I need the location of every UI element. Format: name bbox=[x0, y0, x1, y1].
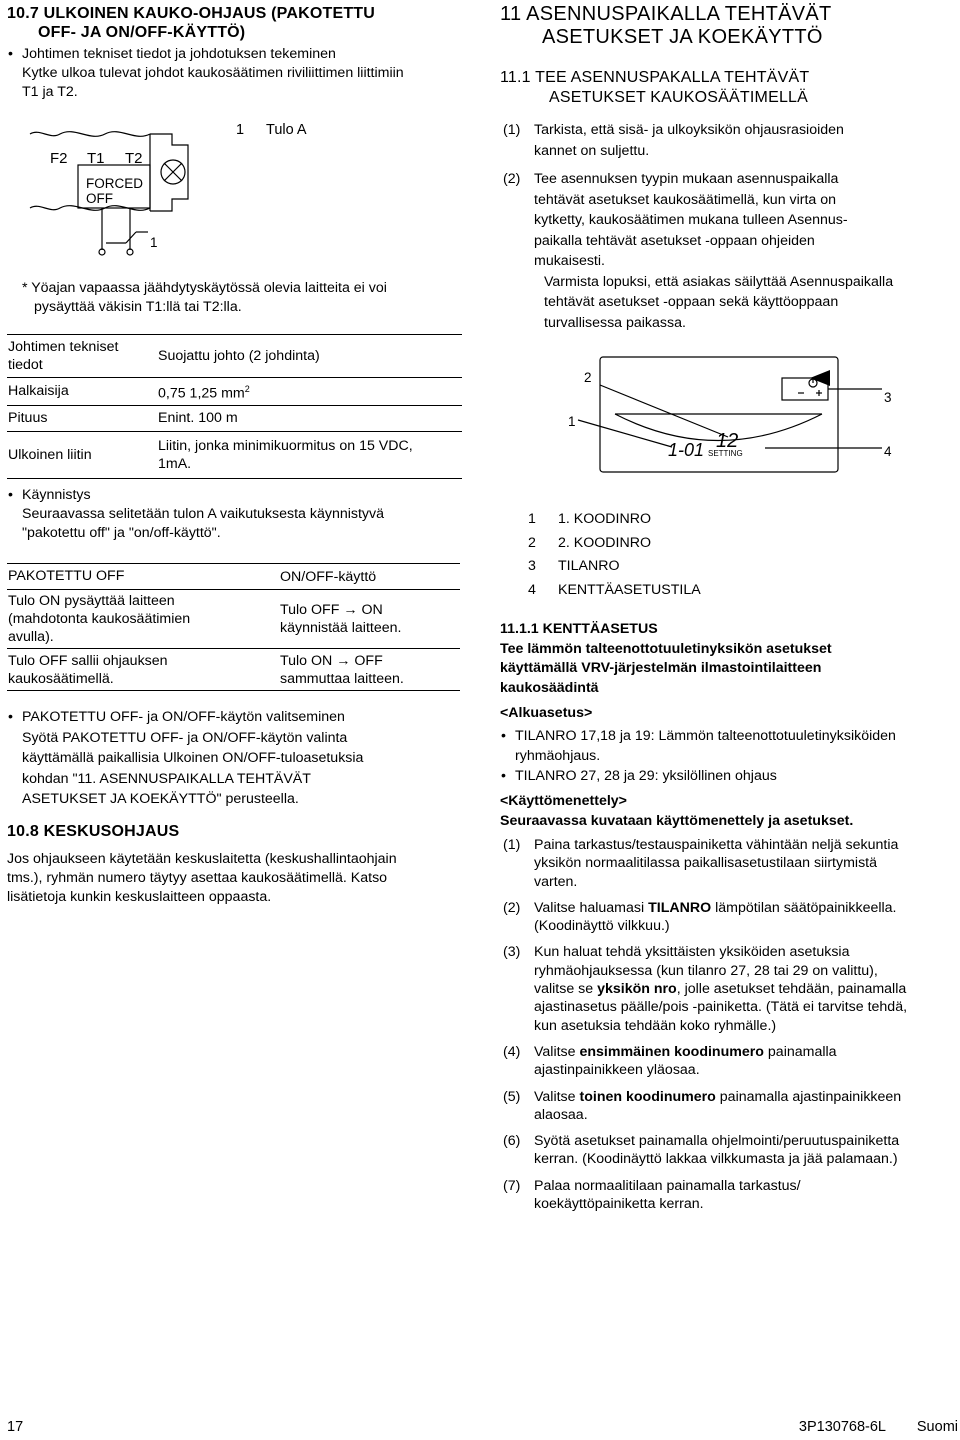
list-item: (2) Valitse haluamasi TILANRO lämpötilan säätöpainikkeella. (Koodinäyttö vilkkuu.) bbox=[503, 899, 897, 935]
forced-label: FORCED bbox=[86, 176, 143, 191]
off-label: OFF bbox=[86, 191, 113, 206]
procedure-heading: <Käyttömenettely> bbox=[500, 793, 627, 809]
list-item: • TILANRO 17,18 ja 19: Lämmön talteenottotuuletinyksiköiden ryhmäohjaus. bbox=[500, 726, 958, 767]
mode-table bbox=[7, 563, 460, 691]
terminal-f2-label: F2 bbox=[50, 150, 68, 167]
wire-spec-bullet: • Johtimen tekniset tiedot ja johdotuksen tekeminen Kytke ulkoa tulevat johdot kaukosäätimen riviliittimen liittimiin T1 ja T2. bbox=[7, 45, 462, 102]
table-row: Johtimen tekniset tiedot Suojattu johto (2 johdinta) bbox=[7, 335, 462, 378]
list-item: (6) Syötä asetukset painamalla ohjelmointi/peruutuspainiketta kerran. (Koodinäyttö lakkaa vilkkumasta ja jää palamaan.) bbox=[503, 1133, 900, 1168]
section-11-1-1: 11.1.1 KENTTÄASETUS Tee lämmön talteenottotuuletinyksikön asetukset käyttämällä VRV-järjestelmän ilmastointilaitteen kaukosäädintä <Alkuasetus> • TILANRO 17,18 ja 19: Lämmön talteenottotuuletinyksiköiden ryhmäohjaus. • TILANRO 27, 28 ja 29: yksilöllinen ohjaus <Käyttömenettely> Seuraavassa kuvataan käyttömenettely ja asetukset. bbox=[500, 620, 958, 831]
night-cooling-note: * Yöajan vapaassa jäähdytyskäytössä olevia laitteita ei voi pysäyttää väkisin T1:llä tai T2:lla. bbox=[22, 280, 387, 315]
terminal-t1-label: T1 bbox=[87, 150, 105, 167]
table-row: Tulo ON pysäyttää laitteen (mahdotonta kaukosäätimien avulla). Tulo OFF → ON käynnistää laitteen. bbox=[7, 590, 460, 649]
section-10-7 bbox=[7, 4, 462, 102]
wire-spec-table bbox=[7, 334, 462, 479]
diagram-callout-1: 1 bbox=[150, 235, 158, 250]
table-row: Ulkoinen liitin Liitin, jonka minimikuormitus on 15 VDC, 1mA. bbox=[7, 431, 462, 478]
legend-item: 1 1. KOODINRO bbox=[528, 511, 652, 527]
install-steps bbox=[503, 120, 956, 339]
list-item: (5) Valitse toinen koodinumero painamalla ajastinpainikkeen alaosaa. bbox=[503, 1088, 902, 1123]
legend-item: 4 KENTTÄASETUSTILA bbox=[528, 581, 701, 598]
list-item: (7) Palaa normaalitilaan painamalla tarkastus/ koekäyttöpainiketta kerran. bbox=[503, 1177, 801, 1213]
select-mode-bullet: • PAKOTETTU OFF- ja ON/OFF-käytön valitseminen Syötä PAKOTETTU OFF- ja ON/OFF-käytön valinta käyttämällä paikallisia Ulkoinen ON/OFF-tuloasetuksia kohdan "11. ASENNUSPAIKALLA TEHTÄVÄT ASETUKSET JA KOEKÄYTTÖ" perusteella. bbox=[7, 707, 462, 810]
remote-callout-3: 3 bbox=[884, 390, 892, 405]
remote-callout-2: 2 bbox=[584, 370, 592, 385]
list-item: (2) Tee asennuksen tyypin mukaan asennuspaikalla tehtävät asetukset kaukosäätimellä, kun virta on kytketty, kaukosäätimen mukana tulleen Asennus- paikalla tehtävät asetukset -oppaan ohjeiden mukaisesti. Varmista lopuksi, että asiakas säilyttää Asennuspaikalla tehtävät asetukset -oppaan sekä käyttöoppaan turvallisessa paikassa. bbox=[503, 171, 894, 331]
table-row: Tulo OFF sallii ohjauksen kaukosäätimellä. Tulo ON → OFF sammuttaa laitteen. bbox=[7, 649, 460, 691]
remote-callout-4: 4 bbox=[884, 444, 892, 459]
terminal-block-diagram bbox=[20, 118, 320, 260]
section-11-title: 11 ASENNUSPAIKALLA TEHTÄVÄT ASETUKSET JA KOEKÄYTTÖ bbox=[500, 3, 832, 48]
table-row: Halkaisija 0,75 1,25 $mm^2$ bbox=[7, 378, 462, 406]
section-10-7-title: 10.7 ULKOINEN KAUKO-OHJAUS (PAKOTETTU OFF- JA ON/OFF-KÄYTTÖ) bbox=[7, 5, 376, 41]
list-item: (1) Tarkista, että sisä- ja ulkoyksikön ohjausrasioiden kannet on suljettu. bbox=[503, 122, 844, 159]
terminal-t2-label: T2 bbox=[125, 150, 143, 167]
legend-item: 2 2. KOODINRO bbox=[528, 534, 652, 551]
section-11 bbox=[500, 3, 956, 49]
legend-item: 3 TILANRO bbox=[528, 558, 620, 574]
list-item: • TILANRO 27, 28 ja 29: yksilöllinen ohjaus bbox=[500, 767, 958, 787]
procedure-steps bbox=[503, 836, 958, 1219]
remote-legend bbox=[528, 508, 958, 602]
section-10-8 bbox=[7, 822, 462, 907]
diagram-legend-text: Tulo A bbox=[266, 122, 307, 138]
table-row: Pituus Enint. 100 m bbox=[7, 405, 462, 431]
start-bullet: • Käynnistys Seuraavassa selitetään tulon A vaikutuksesta käynnistyvä "pakotettu off" ja "on/off-käyttö". bbox=[7, 486, 462, 543]
remote-controller-diagram bbox=[560, 352, 900, 482]
remote-setting-label: SETTING bbox=[708, 449, 743, 458]
list-item: (3) Kun haluat tehdä yksittäisten yksiköiden asetuksia ryhmäohjauksessa (kun tilanro 27, 28 tai 29 on valittu), valitse se yksikön nro, jolle asetukset tehdään, painamalla ajastinasetus päälle/pois -painiketta. (Tätä ei tarvitse tehdä, kun asetuksia tehdään koko ryhmälle.) bbox=[503, 944, 908, 1034]
remote-code2-display: 12 bbox=[716, 430, 739, 452]
remote-callout-1: 1 bbox=[568, 414, 576, 429]
table-row: PAKOTETTU OFF ON/OFF-käyttö bbox=[7, 564, 460, 590]
list-item: (1) Paina tarkastus/testauspainiketta vähintään neljä sekuntia yksikön normaalitilassa paikallisasetustilaan siirtymistä varten. bbox=[503, 837, 899, 890]
initial-settings-heading: <Alkuasetus> bbox=[500, 705, 593, 721]
page-number: 17 bbox=[7, 1419, 24, 1435]
left-column bbox=[7, 4, 462, 102]
section-11-1 bbox=[500, 68, 956, 108]
section-10-8-title: 10.8 KESKUSOHJAUS bbox=[7, 823, 180, 840]
section-11-1-title: 11.1 TEE ASENNUSPAKALLA TEHTÄVÄT ASETUKSET KAUKOSÄÄTIMELLÄ bbox=[500, 69, 810, 106]
remote-code1-display: 1-01 bbox=[668, 440, 705, 460]
section-10-8-body: Jos ohjaukseen käytetään keskuslaitetta (keskushallintaohjain tms.), ryhmän numero täytyy asettaa kaukosäätimellä. Katso lisätietoja kunkin keskuslaitteen oppaasta. bbox=[7, 851, 397, 905]
language-label: Suomi bbox=[916, 1419, 958, 1435]
section-11-1-1-title: 11.1.1 KENTTÄASETUS bbox=[500, 621, 658, 637]
diagram-legend-num: 1 bbox=[236, 122, 245, 138]
list-item: (4) Valitse ensimmäinen koodinumero painamalla ajastinpainikkeen yläosaa. bbox=[503, 1043, 837, 1079]
document-code: 3P130768-6L bbox=[798, 1419, 886, 1435]
